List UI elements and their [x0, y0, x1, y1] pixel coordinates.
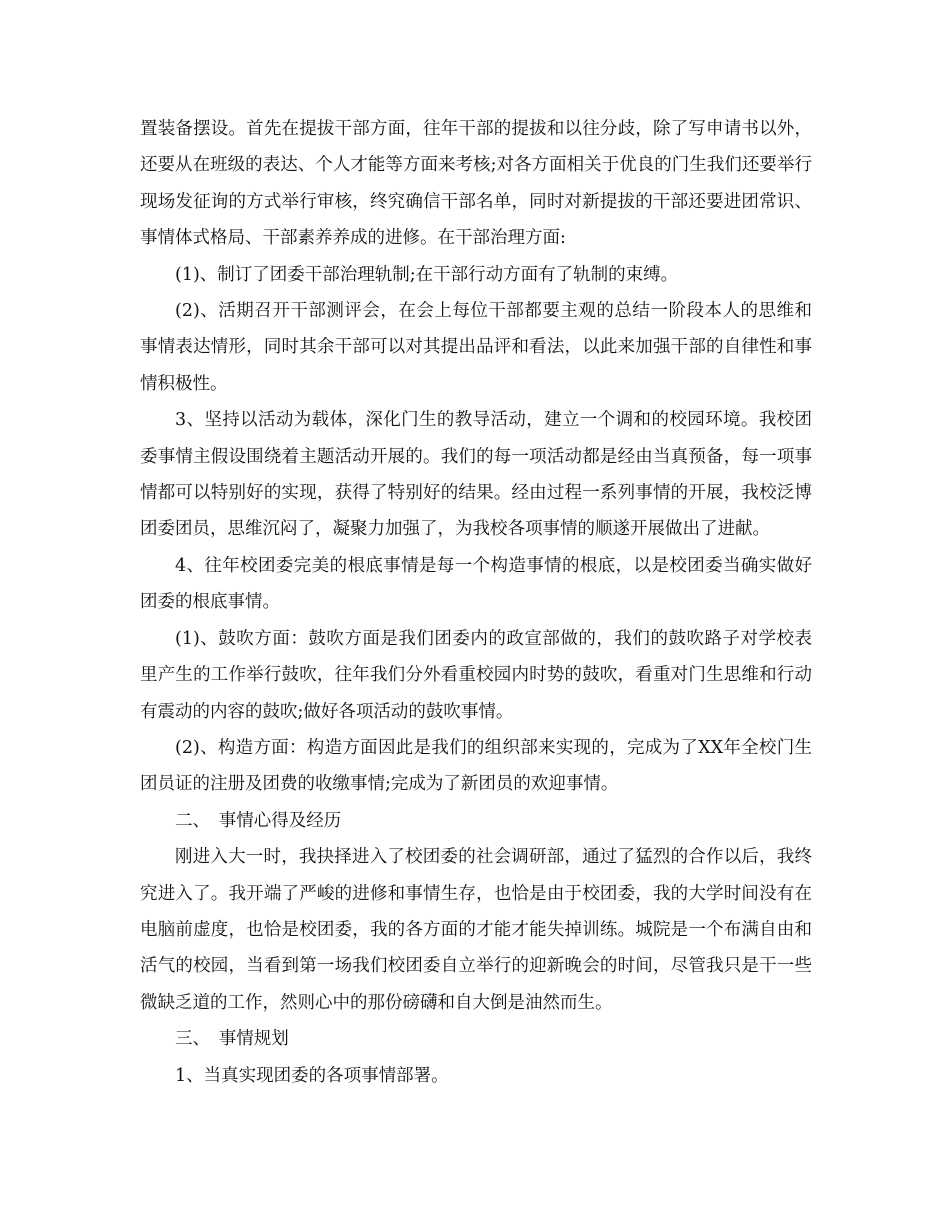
section-heading-experience: 二、 事情心得及经历 — [175, 810, 342, 831]
paragraph-management-rules: (1)、制订了团委干部治理轨制;在干部行动方面有了轨制的束缚。 — [175, 264, 679, 285]
paragraph-foundation-work: 4、往年校团委完美的根底事情是每一个构造事情的根底，以是校团委当确实做好团委的根底事情。 — [140, 555, 812, 613]
paragraph-experience: 刚进入大一时，我抉择进入了校团委的社会调研部，通过了猛烈的合作以后，我终究进入了。我开端了严峻的进修和事情生存，也恰是由于校团委，我的大学时间没有在电脑前虚度，也恰是校团委，我的各方面的才能才能失掉训练。城院是一个布满自由和活气的校园，当看到第一场我们校团委自立举行的迎新晚会的时间，尽管我只是干一些微缺乏道的工作，然则心中的那份磅礴和自大倒是油然而生。 — [140, 847, 812, 1013]
section-heading-plan: 三、 事情规划 — [175, 1029, 289, 1050]
paragraph-plan-item-1: 1、当真实现团委的各项事情部署。 — [175, 1065, 449, 1086]
paragraph-cadre-selection: 置装备摆设。首先在提拔干部方面，往年干部的提拔和以往分歧，除了写申请书以外，还要从在班级的表达、个人才能等方面来考核;对各方面相关于优良的门生我们还要举行现场发征询的方式举行审核，终究确信干部名单，同时对新提拔的干部还要进团常识、事情体式格局、干部素养养成的进修。在干部治理方面: — [140, 119, 812, 249]
document-body — [140, 111, 812, 1094]
paragraph-publicity: (1)、鼓吹方面：鼓吹方面是我们团委内的政宣部做的，我们的鼓吹路子对学校表里产生的工作举行鼓吹，往年我们分外看重校园内时势的鼓吹，看重对门生思维和行动有震动的内容的鼓吹;做好各项活动的鼓吹事情。 — [140, 628, 812, 722]
paragraph-activities: 3、坚持以活动为载体，深化门生的教导活动，建立一个调和的校园环境。我校团委事情主假设围绕着主题活动开展的。我们的每一项活动都是经由当真预备，每一项事情都可以特别好的实现，获得了特别好的结果。经由过程一系列事情的开展，我校泛博团委团员，思维沉闷了，凝聚力加强了，为我校各项事情的顺遂开展做出了进献。 — [140, 410, 812, 540]
paragraph-organization: (2)、构造方面：构造方面因此是我们的组织部来实现的，完成为了XX年全校门生团员证的注册及团费的收缴事情;完成为了新团员的欢迎事情。 — [140, 737, 812, 795]
paragraph-cadre-evaluation: (2)、活期召开干部测评会，在会上每位干部都要主观的总结一阶段本人的思维和事情表达情形，同时其余干部可以对其提出品评和看法，以此来加强干部的自律性和事情积极性。 — [140, 301, 812, 394]
